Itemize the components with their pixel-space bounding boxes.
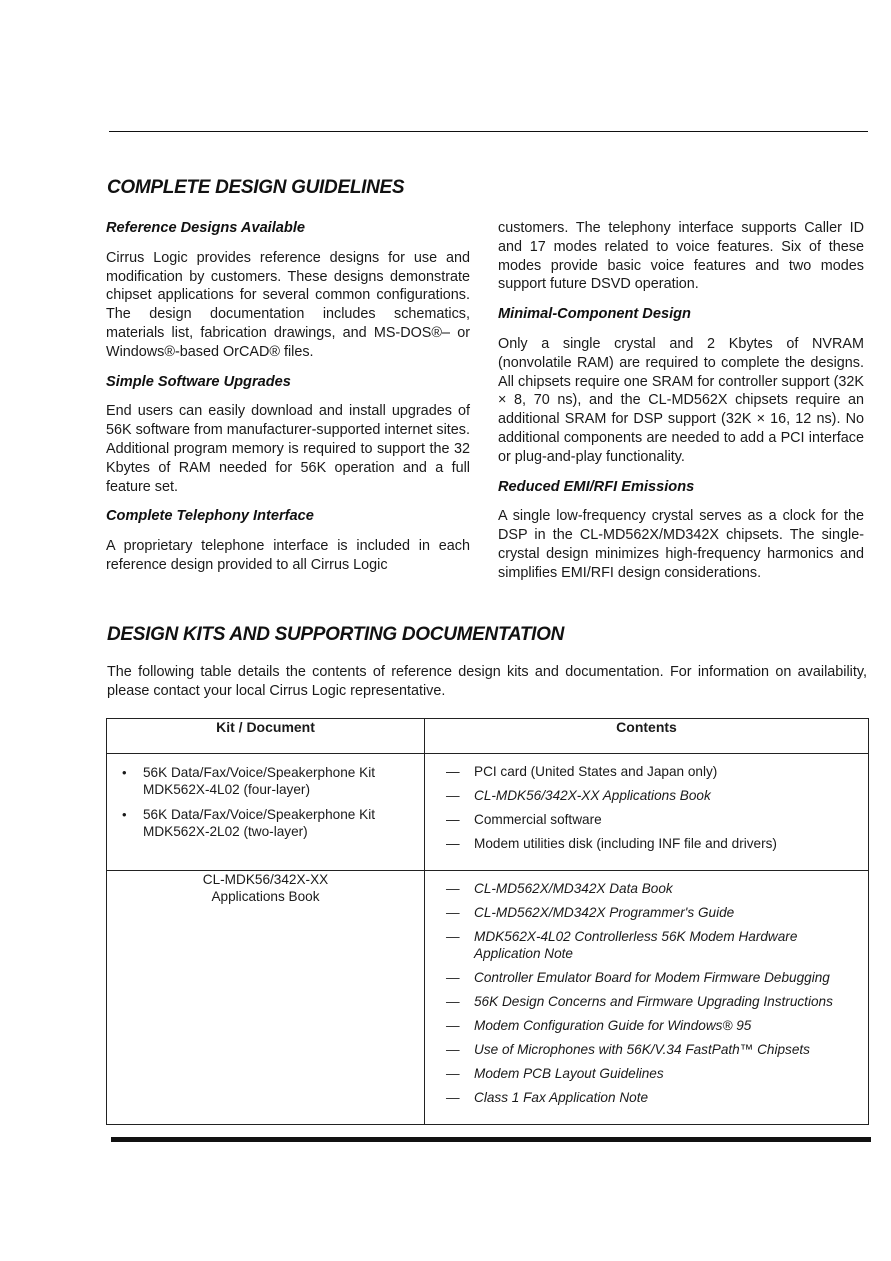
kit-name: 56K Data/Fax/Voice/Speakerphone Kit	[143, 765, 375, 780]
kit-cell	[107, 754, 425, 871]
list-item: — CL-MD562X/MD342X Data Book	[446, 880, 861, 897]
list-item: — CL-MDK56/342X-XX Applications Book	[446, 787, 861, 804]
list-item: — Commercial software	[446, 811, 861, 828]
contents-cell	[425, 871, 869, 1125]
column-header-contents: Contents	[425, 719, 869, 754]
subheading-emi-rfi: Reduced EMI/RFI Emissions	[498, 478, 695, 495]
list-item: — PCI card (United States and Japan only)	[446, 763, 861, 780]
list-item: — 56K Design Concerns and Firmware Upgrading Instructions	[446, 993, 861, 1010]
bottom-rule	[111, 1137, 871, 1142]
list-item: — Class 1 Fax Application Note	[446, 1089, 861, 1106]
list-item: — CL-MD562X/MD342X Programmer's Guide	[446, 904, 861, 921]
subheading-reference-designs: Reference Designs Available	[106, 220, 305, 236]
section-title-design-guidelines: COMPLETE DESIGN GUIDELINES	[107, 177, 405, 198]
contents-cell	[425, 754, 869, 871]
left-column	[106, 219, 470, 575]
right-column	[498, 219, 864, 583]
table-row	[107, 754, 869, 871]
intro-paragraph: The following table details the contents of reference design kits and documentation. For information on availability, please contact your local Cirrus Logic representative.	[107, 664, 867, 699]
subheading-software-upgrades: Simple Software Upgrades	[106, 373, 291, 390]
kit-part-number: MDK562X-4L02 (four-layer)	[143, 782, 310, 797]
paragraph-minimal-component: Only a single crystal and 2 Kbytes of NVRAM (nonvolatile RAM) are required to complete the designs. All chipsets require one SRAM for controller support (32K × 8, 70 ns), and the CL-MD562X chipsets require an additional SRAM for DSP support (32K × 16, 12 ns). No additional components are needed to add a PCI interface or plug-and-play functionality.	[498, 335, 864, 465]
paragraph-telephony-interface: A proprietary telephone interface is included in each reference design provided to all Cirrus Logic	[106, 538, 470, 573]
table-row	[107, 871, 869, 1125]
list-item: — Use of Microphones with 56K/V.34 FastPath™ Chipsets	[446, 1041, 861, 1058]
design-kit-table	[106, 718, 869, 1125]
kit-subtitle: Applications Book	[211, 889, 320, 904]
list-item: — Controller Emulator Board for Modem Firmware Debugging	[446, 969, 861, 986]
subheading-minimal-component: Minimal-Component Design	[498, 306, 691, 323]
contents-list	[426, 872, 867, 1123]
kit-part-number: MDK562X-2L02 (two-layer)	[143, 824, 308, 839]
paragraph-software-upgrades: End users can easily download and install upgrades of 56K software from manufacturer-supported internet sites. Additional program memory is required to support the 32 Kbytes of RAM needed for 56K operation and a full feature set.	[106, 403, 470, 495]
kit-list	[108, 755, 423, 840]
paragraph-reference-designs: Cirrus Logic provides reference designs for use and modification by customers. These designs demonstrate chipset applications for several common configurations. The design documentation includes schematics, materials list, fabrication drawings, and MS-DOS®– or Windows®-based OrCAD® files.	[106, 249, 470, 360]
list-item	[122, 806, 419, 840]
list-item: — MDK562X-4L02 Controllerless 56K Modem Hardware Application Note	[446, 928, 861, 962]
kit-name: 56K Data/Fax/Voice/Speakerphone Kit	[143, 807, 375, 822]
column-header-kit: Kit / Document	[107, 719, 425, 754]
subheading-telephony-interface: Complete Telephony Interface	[106, 508, 314, 525]
contents-list	[426, 755, 867, 869]
top-rule	[109, 131, 868, 132]
kit-name: CL-MDK56/342X-XX	[202, 872, 329, 887]
paragraph-telephony-continued: customers. The telephony interface supports Caller ID and 17 modes related to voice features. Six of these modes provide basic voice features and two modes support future DSVD operation.	[498, 220, 864, 293]
list-item: — Modem Configuration Guide for Windows® 95	[446, 1017, 861, 1034]
list-item	[122, 764, 419, 798]
list-item: — Modem utilities disk (including INF file and drivers)	[446, 835, 861, 852]
kit-cell	[107, 871, 425, 1125]
table-header-row	[107, 719, 869, 754]
list-item: — Modem PCB Layout Guidelines	[446, 1065, 861, 1082]
section-title-design-kits: DESIGN KITS AND SUPPORTING DOCUMENTATION	[107, 624, 565, 645]
paragraph-emi-rfi: A single low-frequency crystal serves as a clock for the DSP in the CL-MD562X/MD342X chipsets. The single-crystal design minimizes high-frequency harmonics and simplifies EMI/RFI design considerations.	[498, 508, 864, 581]
